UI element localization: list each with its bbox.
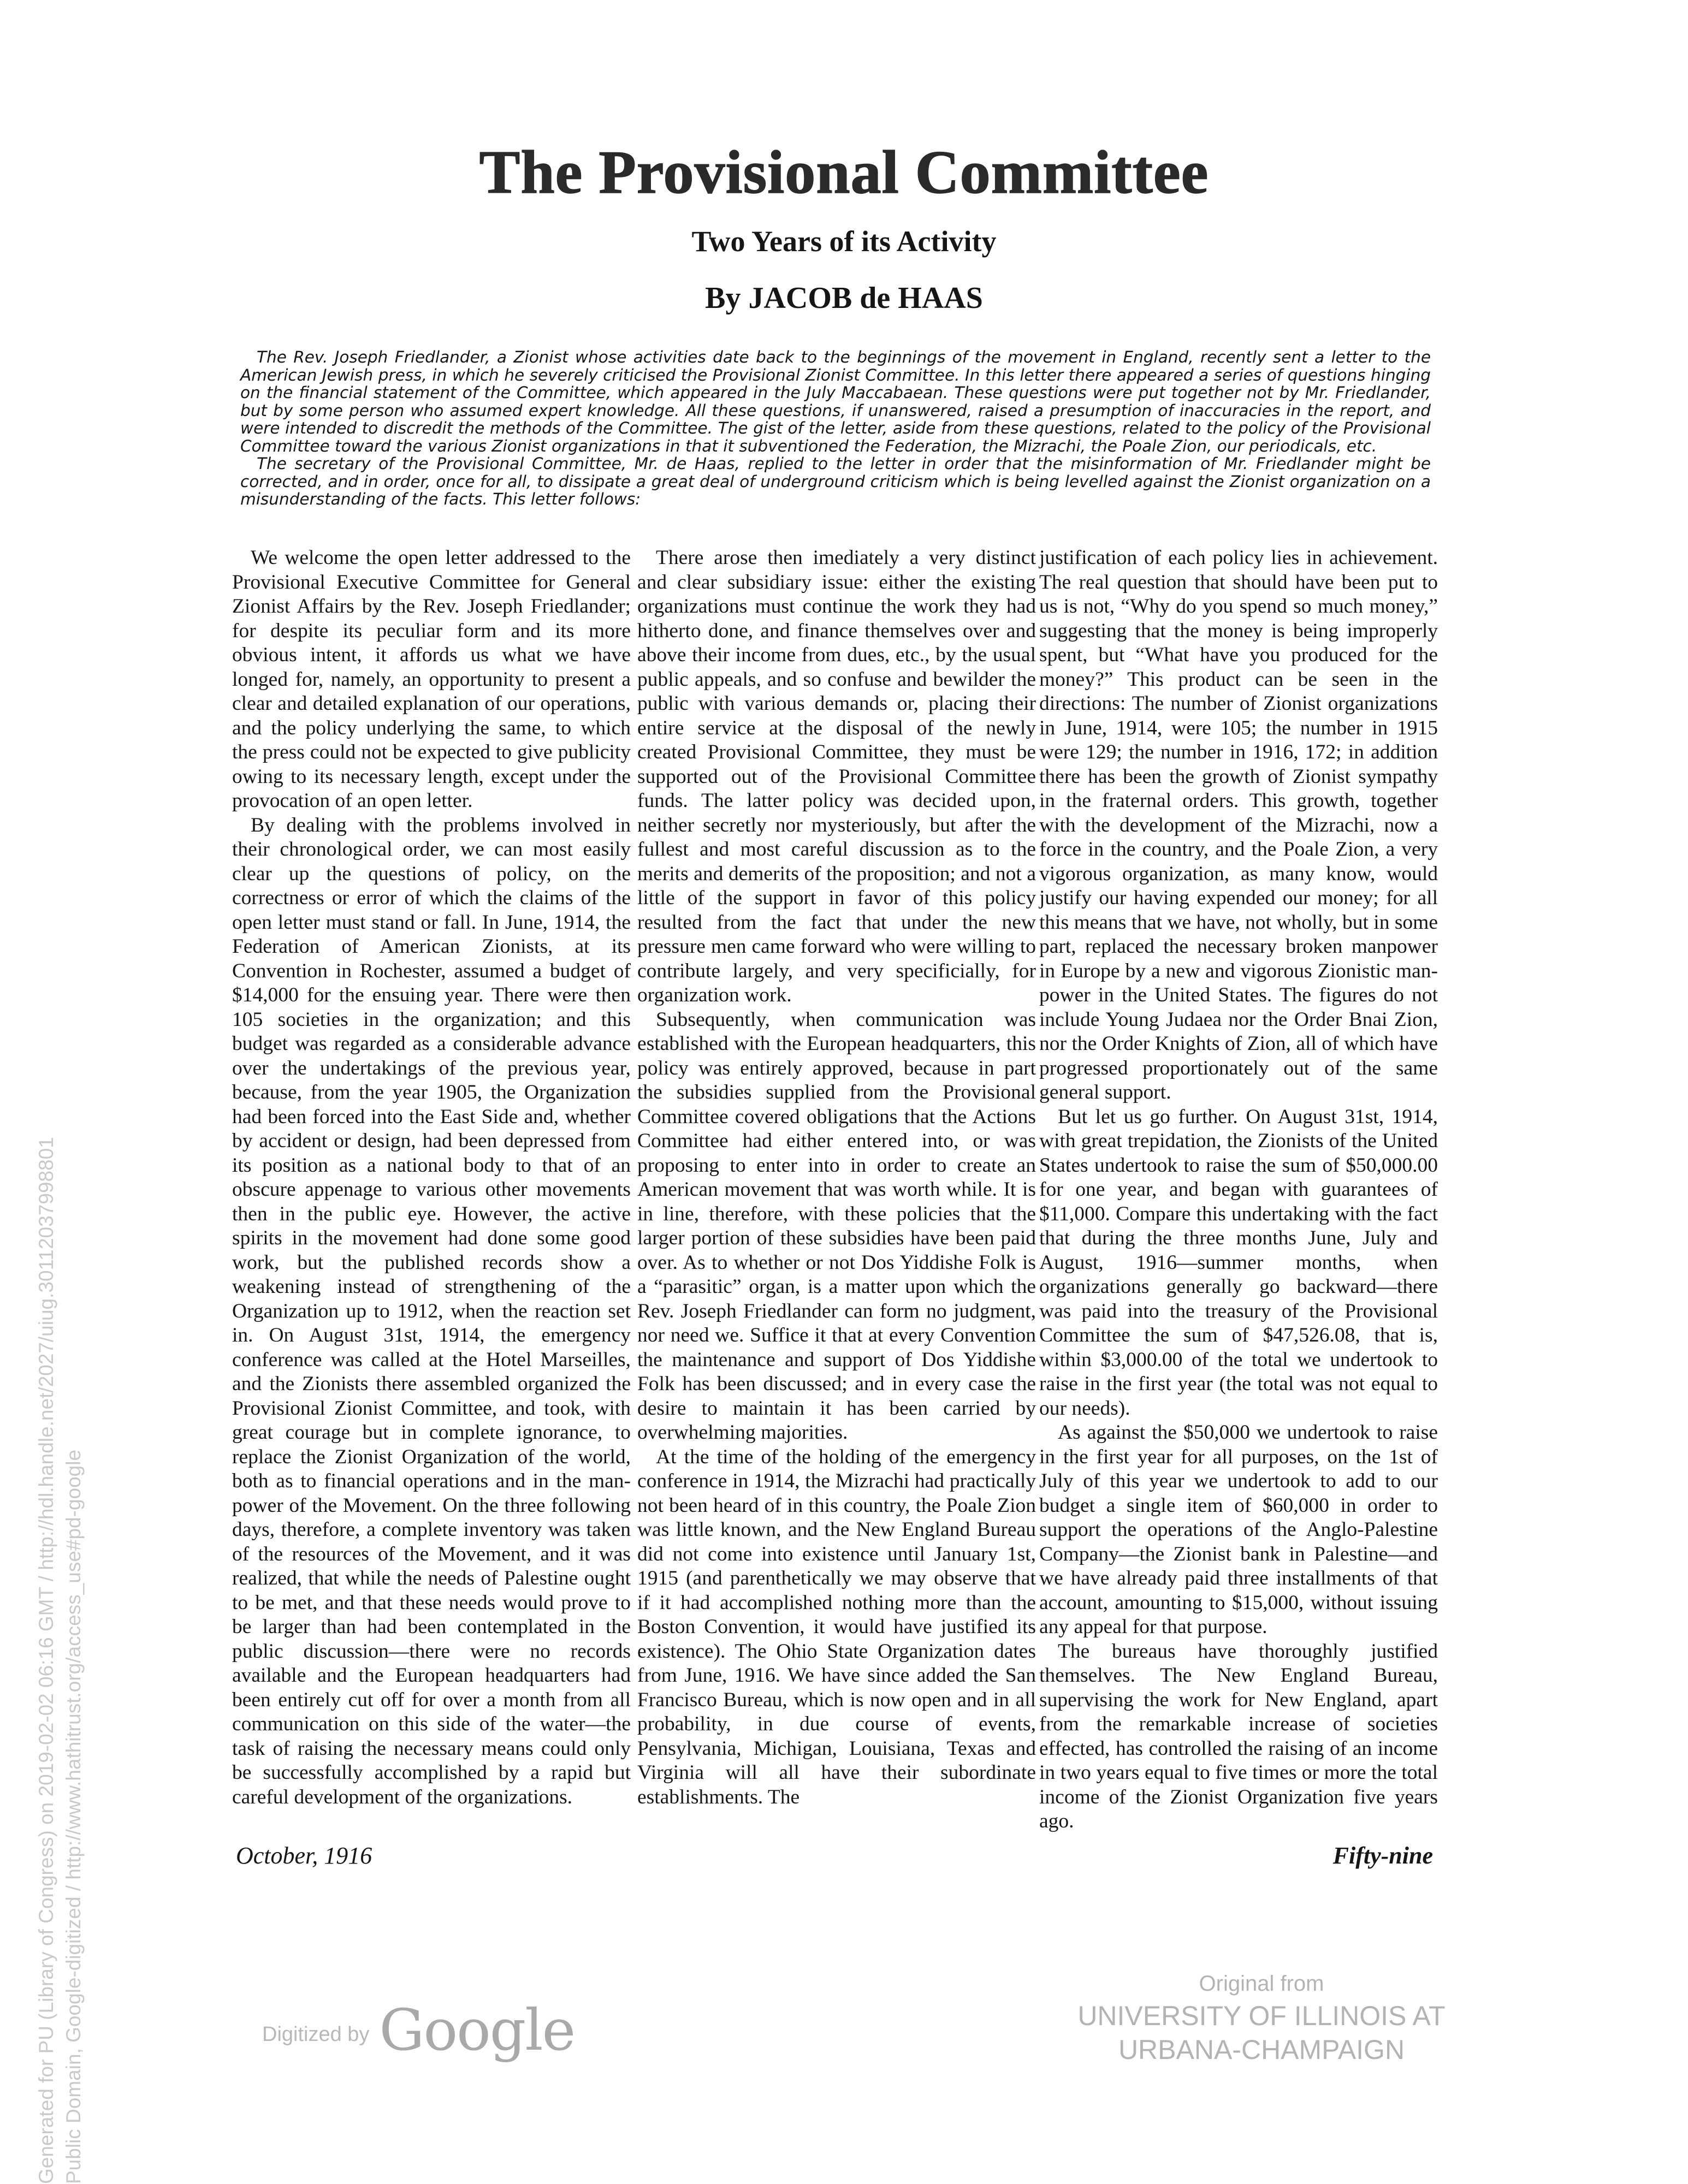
university-line-2: URBANA-CHAMPAIGN <box>1118 2034 1405 2065</box>
google-logo: Google <box>379 1997 575 2063</box>
hathitrust-watermark <box>33 22 109 2184</box>
text-column-3 <box>1039 546 1438 1834</box>
digitized-by-google <box>262 1993 575 2063</box>
intro-paragraph: The Rev. Joseph Friedlander, a Zionist whose activities date back to the beginnings of the movement in England, recently sent a letter to the American Jewish press, in which he severely criticised the Provisional Zionist Committee. In this letter there appeared a series of questions hinging on the financial statement of the Committee, which appeared in the July Maccabaean. These questions were put together not by Mr. Friedlander, but by some person who assumed expert knowledge. All these questions, if unanswered, raised a presumption of inaccuracies in the report, and were intended to discredit the methods of the Committee. The gist of the letter, aside from these questions, related to the policy of the Provisional Committee toward the various Zionist organizations in that it subventioned the Federation, the Mizrachi, the Poale Zion, our periodicals, etc. <box>240 348 1431 455</box>
editorial-intro <box>240 348 1431 508</box>
body-paragraph: At the time of the holding of the emergency conference in 1914, the Mizrachi had practically not been heard of in this country, the Poale Zion was little known, and the New England Bureau did not come into existence until January 1st, 1915 (and parenthetically we may observe that if it had accomplished nothing more than the Boston Convention, it would have justified its existence). The Ohio State Organization dates from June, 1916. We have since added the San Francisco Bureau, which is now open and in all probability, in due course of events, Pensylvania, Michigan, Louisiana, Texas and Virginia will all have their subordinate establishments. The <box>637 1445 1036 1808</box>
original-from-label: Original from <box>1199 1972 1324 1996</box>
watermark-line-1: Generated for PU (Library of Congress) on 2019-02-02 06:16 GMT / http://hdl.handle.net/2027/uiug.30112037998801 <box>35 1137 57 2184</box>
body-paragraph: We welcome the open letter addressed to the Provisional Executive Committee for General Zionist Affairs by the Rev. Joseph Friedlander; for despite its peculiar form and its more obvious intent, it affords us what we have longed for, namely, an opportunity to present a clear and detailed explanation of our operations, and the policy underlying the same, to which the press could not be expected to give publicity owing to its necessary length, except under the provocation of an open letter. <box>232 547 631 812</box>
digitized-by-label: Digitized by <box>262 2023 370 2046</box>
body-paragraph: Subsequently, when communication was established with the European headquarters, this policy was entirely approved, because in part the subsidies supplied from the Provisional Committee covered obligations that the Actions Committee had either entered into, or was proposing to enter into in order to create an American movement that was worth while. It is in line, therefore, with these policies that the larger portion of these subsidies have been paid over. As to whether or not Dos Yiddishe Folk is a “parasitic” organ, is a matter upon which the Rev. Joseph Friedlander can form no judgment, nor need we. Suffice it that at every Convention the maintenance and support of Dos Yiddishe Folk has been discussed; and in every case the desire to maintain it has been carried by overwhelming majorities. <box>637 1008 1036 1444</box>
text-column-1 <box>232 546 631 1809</box>
text-column-2 <box>637 546 1036 1809</box>
intro-paragraph: The secretary of the Provisional Committee, Mr. de Haas, replied to the letter in order that the misinformation of Mr. Friedlander might be corrected, and in order, once for all, to dissipate a great deal of underground criticism which is being levelled against the Zionist organization on a misunderstanding of the facts. This letter follows: <box>240 454 1431 508</box>
original-source <box>1070 1968 1453 2067</box>
body-paragraph: The bureaus have thoroughly justified themselves. The New England Bureau, supervising the work for New England, apart from the remarkable increase of societies effected, has controlled the raising of an income in two years equal to five times or more the total income of the Zionist Organization five years ago. <box>1039 1640 1438 1832</box>
body-paragraph: But let us go further. On August 31st, 1914, with great trepidation, the Zionists of the United States undertook to raise the sum of $50,000.00 for one year, and began with guarantees of $11,000. Compare this undertaking with the fact that during the three months June, July and August, 1916—summer months, when organizations generally go backward—there was paid into the treasury of the Provisional Committee the sum of $47,526.08, that is, within $3,000.00 of the total we undertook to raise in the first year (the total was not equal to our needs). <box>1039 1105 1438 1420</box>
byline: By JACOB de HAAS <box>705 281 983 315</box>
watermark-line-2: Public Domain, Google-digitized / http://www.hathitrust.org/access_use#pd-google <box>62 1449 85 2184</box>
body-paragraph: There arose then imediately a very distinct and clear subsidiary issue: either the existing organizations must continue the work they had hitherto done, and finance themselves over and above their income from dues, etc., by the usual public appeals, and so confuse and bewilder the public with various demands or, placing their entire service at the disposal of the newly created Provisional Committee, they must be supported out of the Provisional Committee funds. The latter policy was decided upon, neither secretly nor mysteriously, but after the fullest and most careful discussion as to the merits and demerits of the proposition; and not a little of the support in favor of this policy resulted from the fact that under the new pressure men came forward who were willing to contribute largely, and very specificially, for organization work. <box>637 547 1036 1006</box>
article-title: The Provisional Committee <box>479 139 1209 206</box>
body-paragraph: By dealing with the problems involved in their chronological order, we can most easily clear up the questions of policy, on the correctness or error of which the claims of the open letter must stand or fall. In June, 1914, the Federation of American Zionists, at its Convention in Rochester, assumed a budget of $14,000 for the ensuing year. There were then 105 societies in the organization; and this budget was regarded as a considerable advance over the undertakings of the previous year, because, from the year 1905, the Organization had been forced into the East Side and, whether by accident or design, had been depressed from its position as a national body to that of an obscure appenage to various other movements then in the public eye. However, the active spirits in the movement had done some good work, but the published records show a weakening instead of strengthening of the Organization up to 1912, when the reaction set in. On August 31st, 1914, the emergency conference was called at the Hotel Marseilles, and the Zionists there assembled organized the Provisional Zionist Committee, and took, with great courage but in complete ignorance, to replace the Zionist Organization of the world, both as to financial operations and in the man-power of the Movement. On the three following days, therefore, a complete inventory was taken of the resources of the Movement, and it was realized, that while the needs of Palestine ought to be met, and that these needs would prove to be larger than had been contemplated in the public discussion—there were no records available and the European headquarters had been entirely cut off for over a month from all communication on this side of the water—the task of raising the necessary means could only be successfully accomplished by a rapid but careful development of the organizations. <box>232 814 631 1808</box>
university-line-1: UNIVERSITY OF ILLINOIS AT <box>1077 2001 1446 2031</box>
issue-date: October, 1916 <box>236 1842 372 1869</box>
page-number: Fifty-nine <box>1332 1842 1433 1869</box>
body-paragraph: justification of each policy lies in achievement. The real question that should have been put to us is not, “Why do you spend so much money,” suggesting that the money is being improperly spent, but “What have you produced for the money?” This product can be seen in the directions: The number of Zionist organizations in June, 1914, were 105; the number in 1915 were 129; the number in 1916, 172; in addition there has been the growth of Zionist sympathy in the fraternal orders. This growth, together with the development of the Mizrachi, now a force in the country, and the Poale Zion, a very vigorous organization, as many know, would justify our having expended our money; for all this means that we have, not wholly, but in some part, replaced the necessary broken manpower in Europe by a new and vigorous Zionistic man-power in the United States. The figures do not include Young Judaea nor the Order Bnai Zion, nor the Order Knights of Zion, all of which have progressed proportionately out of the same general support. <box>1039 547 1438 1103</box>
article-subtitle: Two Years of its Activity <box>691 225 997 258</box>
body-paragraph: As against the $50,000 we undertook to raise in the first year for all purposes, on the 1st of July of this year we undertook to add to our budget a single item of $60,000 in order to support the operations of the Anglo-Palestine Company—the Zionist bank in Palestine—and we have already paid three installments of that account, amounting to $15,000, without issuing any appeal for that purpose. <box>1039 1421 1438 1638</box>
